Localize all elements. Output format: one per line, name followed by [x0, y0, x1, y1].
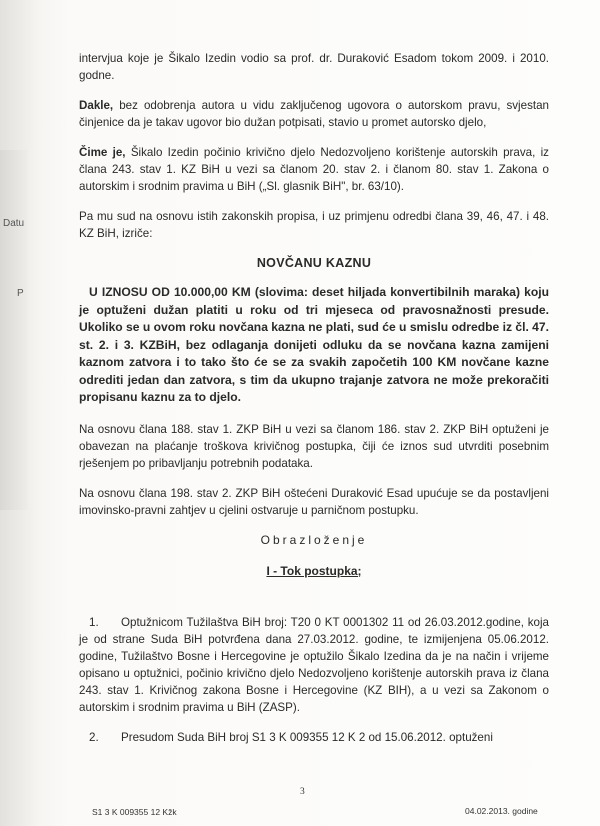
- paragraph-cime-je-lead: Čime je,: [79, 146, 126, 159]
- paragraph-sentence: Pa mu sud na osnovu istih zakonskih propisa, i uz primjenu odredbi člana 39, 46, 47. i 48. KZ BiH, izriče:: [79, 210, 549, 240]
- numbered-paragraph-1: [79, 614, 549, 716]
- page-shadow-edge: [0, 150, 28, 510]
- paragraph-claim: Na osnovu člana 198. stav 2. ZKP BiH oštećeni Duraković Esad upućuje se da postavljeni imovinsko-pravni zahtjev u cjelini ostvaruje u parničnom postupku.: [79, 486, 549, 517]
- section-title-obrazlozenje: Obrazloženje: [260, 532, 368, 547]
- numbered-paragraph-2-number: 2.: [89, 730, 99, 744]
- paragraph-dakle-text: bez odobrenja autora u vidu zaključenog ugovora o autorskom pravu, svjestan činjenice da je takav ugovor bio dužan potpisati, stavio u promet autorsko djelo,: [79, 99, 549, 129]
- paragraph-dakle: [79, 97, 549, 131]
- margin-fragment-datu: Datu: [3, 218, 25, 229]
- numbered-paragraph-1-text: Optužnicom Tužilaštva BiH broj: T20 0 KT 0001302 11 od 26.03.2012.godine, koja je od strane Suda BiH potvrđena dana 27.03.2012. godine, te izmijenjena 05.06.2012. godine, Tužilaštvo Bosne i Hercegovine je optužilo Šikalo Izedina da je na način i vrijeme opisano u optužnici, počinio krivično djelo Nedozvoljeno korištenje autorskih prava iz člana 243. stav 1. Krivičnog zakona Bosne i Hercegovine (KZ BIH), a u vezi sa Zakonom o autorskim i srodnim pravima u BiH (ZASP).: [79, 615, 549, 714]
- paragraph-interview: intervjua koje je Šikalo Izedin vodio sa prof. dr. Duraković Esadom tokom 2009. i 2010. godne.: [79, 52, 549, 82]
- footer-date: 04.02.2013. godine: [465, 806, 538, 816]
- fine-paragraph: U IZNOSU OD 10.000,00 KM (slovima: deset hiljada konvertibilnih maraka) koju je optuženi dužan platiti u roku od tri mjeseca od pravosnažnosti presude. Ukoliko se u ovom roku novčana kazna ne plati, sud će u smislu odredbe iz čl. 47. st. 2. i 3. KZBiH, bez odlaganja donijeti odluku da se novčana kazna zamijeni kaznom zatvora i to tako što će se za svakih započetih 100 KM novčane kazne odrediti jedan dan zatvora, s tim da ukupno trajanje zatvora ne može prekoračiti propisanu kaznu za to djelo.: [79, 285, 549, 404]
- fine-heading: NOVČANU KAZNU: [256, 256, 372, 270]
- numbered-paragraph-2-text: Presudom Suda BiH broj S1 3 K 009355 12 K 2 od 15.06.2012. optuženi: [121, 730, 493, 744]
- footer-case-number: S1 3 K 009355 12 Kžk: [92, 807, 177, 817]
- paragraph-cime-je-text: Šikalo Izedin počinio krivično djelo Nedozvoljeno korištenje autorskih prava, iz člana 243. stav 1. KZ BiH u vezi sa članom 20. stav 2. i članom 80. stav 1. Zakona o autorskim i srodnim pravima u BiH („Sl. glasnik BiH", br. 63/10).: [79, 146, 549, 193]
- subsection-title-tok-postupka: I - Tok postupka;: [266, 563, 362, 578]
- paragraph-cime-je: [79, 144, 549, 195]
- numbered-paragraph-1-number: 1.: [89, 615, 99, 629]
- paragraph-dakle-lead: Dakle,: [79, 99, 114, 112]
- document-body: [79, 50, 549, 759]
- page-number: 3: [300, 787, 305, 797]
- numbered-paragraph-2: [79, 729, 549, 746]
- paragraph-costs: Na osnovu člana 188. stav 1. ZKP BiH u vezi sa članom 186. stav 2. ZKP BiH optuženi je obavezan na plaćanje troškova krivičnog postupka, čiji će iznos sud utvrditi posebnim rješenjem po pribavljanju potrebnih podataka.: [79, 422, 549, 470]
- margin-fragment-p: P: [17, 288, 24, 299]
